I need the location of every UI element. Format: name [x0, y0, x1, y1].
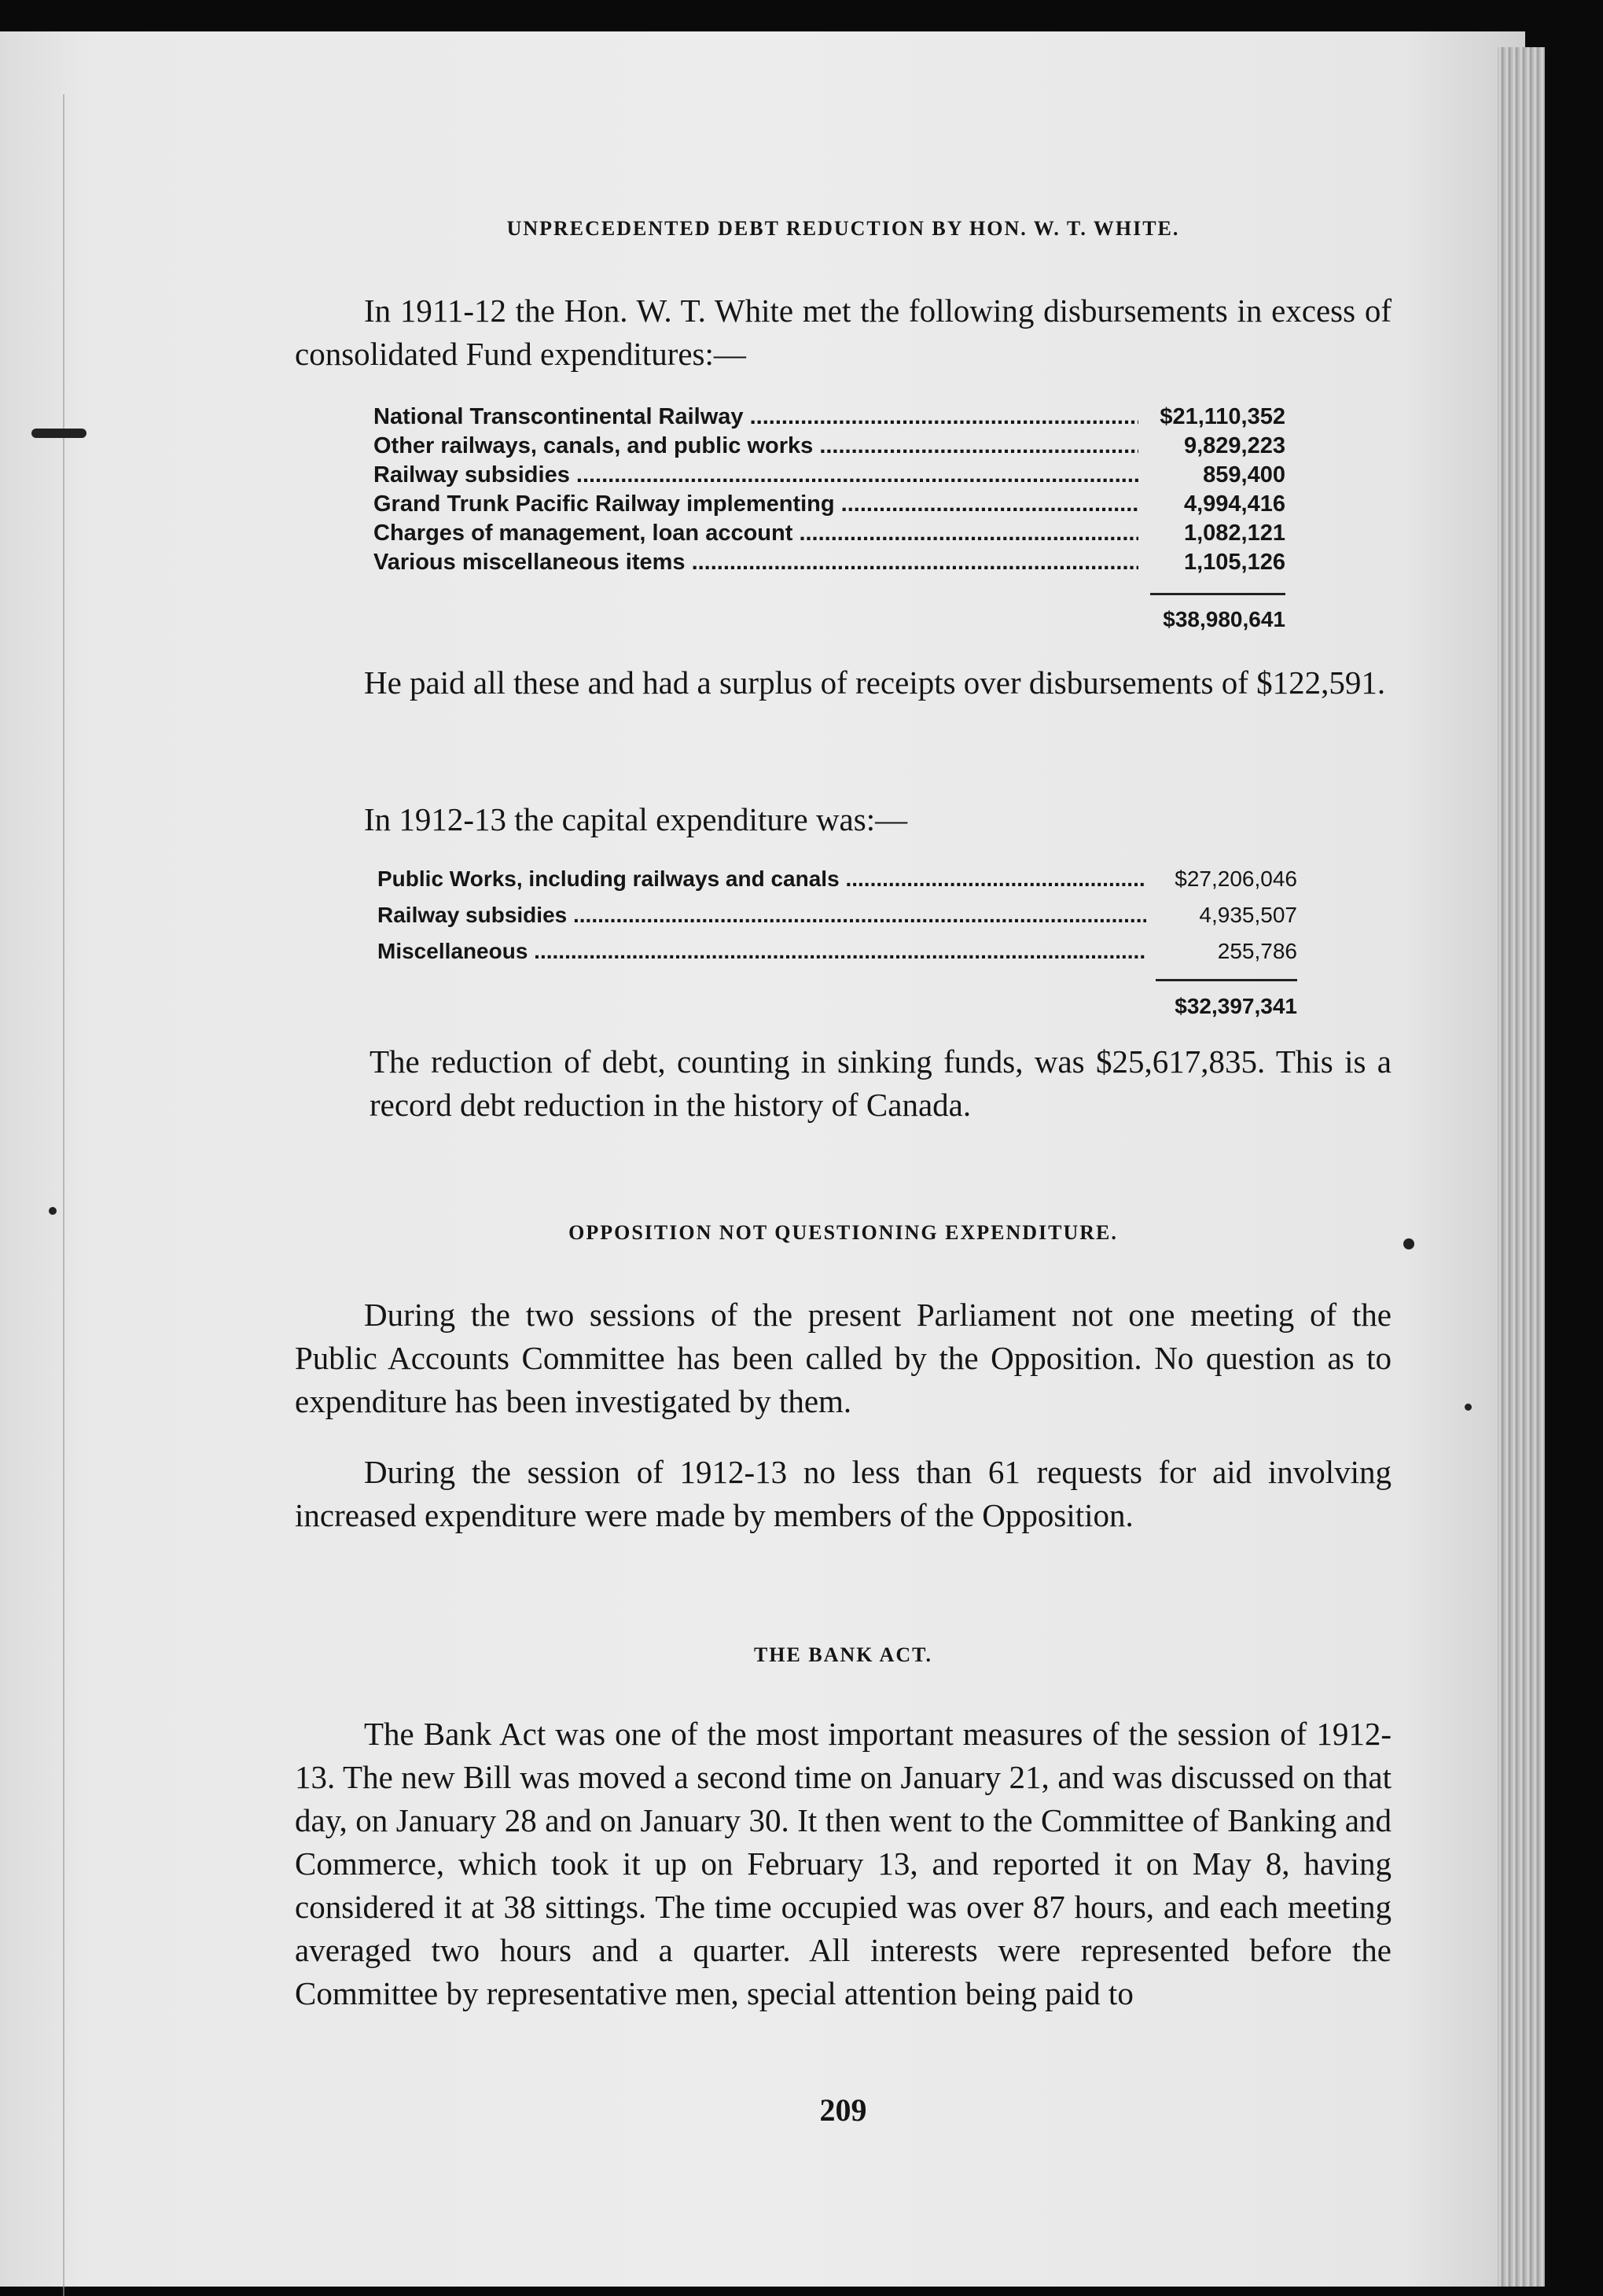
page-edge: [1498, 47, 1545, 2287]
table-row: Other railways, canals, and public works ..... 9,829,223: [373, 432, 1285, 461]
gutter-line: [63, 94, 64, 2296]
table-row: Railway subsidies ..... 4,935,507: [377, 897, 1297, 933]
paragraph: The Bank Act was one of the most important measures of the session of 1912-13. The new Bill was moved a second time on January 21, and was discussed on that day, on January 28 and on January 30. It then went to the Committee of Banking and Commerce, which took it up on February 13, and reported it on May 8, having considered it at 38 sittings. The time occupied was over 87 hours, and each meeting averaged two hours and a quarter. All interests were represented before the Committee by representative men, special attention being paid to: [295, 1716, 1392, 2011]
capital-table: [377, 861, 1297, 970]
table-row: Public Works, including railways and canals ..... $27,206,046: [377, 861, 1297, 897]
margin-mark: [1403, 1238, 1414, 1249]
intro-paragraph: In 1911-12 the Hon. W. T. White met the following disbursements in excess of consolidated Fund expenditures:—: [295, 293, 1392, 372]
table-row: Various miscellaneous items ..... 1,105,126: [373, 548, 1285, 577]
paragraph: During the two sessions of the present Parliament not one meeting of the Public Accounts Committee has been called by the Opposition. No question as to expenditure has been investigated by them.: [295, 1297, 1392, 1419]
total-amount: $32,397,341: [1175, 994, 1297, 1018]
paragraph: During the session of 1912-13 no less than 61 requests for aid involving increased expenditure were made by members of the Opposition.: [295, 1454, 1392, 1533]
capital-intro: In 1912-13 the capital expenditure was:—: [364, 801, 908, 837]
margin-mark: [49, 1207, 57, 1215]
table-row: Miscellaneous ..... 255,786: [377, 933, 1297, 970]
disbursements-table: [373, 403, 1285, 577]
page-number: 209: [819, 2092, 867, 2128]
table-row: Grand Trunk Pacific Railway implementing ..... 4,994,416: [373, 490, 1285, 519]
section-heading: UNPRECEDENTED DEBT REDUCTION BY HON. W. T. WHITE.: [506, 217, 1180, 240]
margin-mark: [1465, 1404, 1472, 1411]
table-row: Charges of management, loan account ..... 1,082,121: [373, 519, 1285, 548]
surplus-paragraph: He paid all these and had a surplus of receipts over disbursements of $122,591.: [364, 664, 1386, 701]
total-amount: $38,980,641: [1163, 607, 1285, 631]
section-heading: THE BANK ACT.: [753, 1643, 933, 1666]
table-row: National Transcontinental Railway ..... $21,110,352: [373, 403, 1285, 432]
total-rule: [1150, 593, 1285, 595]
section-heading: OPPOSITION NOT QUESTIONING EXPENDITURE.: [568, 1221, 1118, 1244]
margin-mark: [31, 429, 86, 438]
total-rule: [1156, 979, 1297, 981]
table-row: Railway subsidies ..... 859,400: [373, 461, 1285, 490]
reduction-paragraph: The reduction of debt, counting in sinking funds, was $25,617,835. This is a record debt reduction in the history of Canada.: [369, 1043, 1392, 1123]
